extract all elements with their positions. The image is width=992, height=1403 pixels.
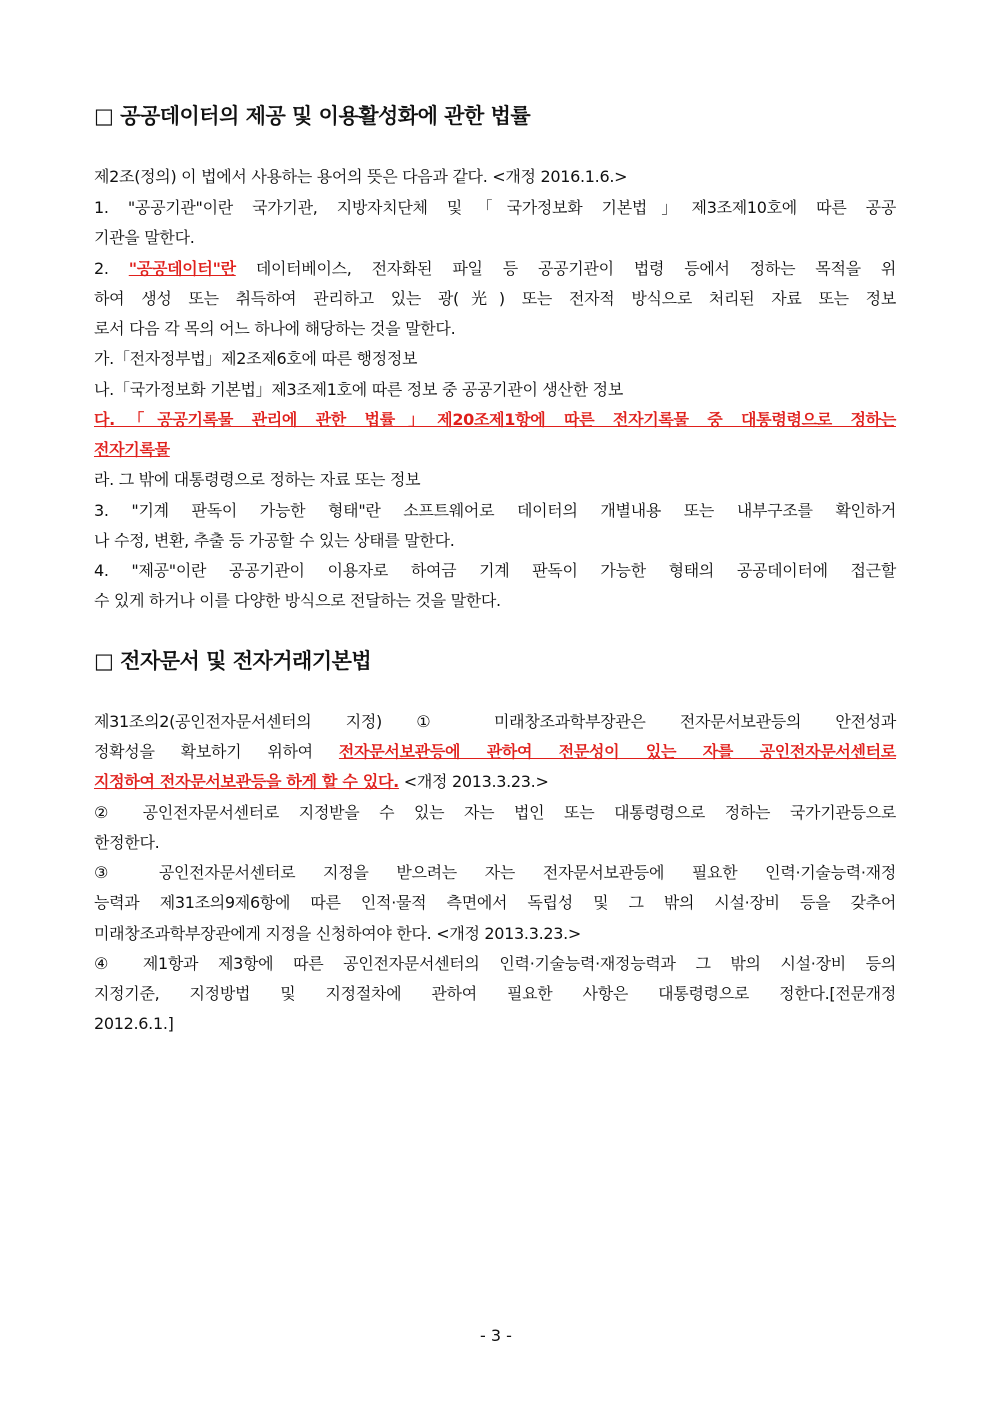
subitem-na: 나.「국가정보화 기본법」제3조제1호에 따른 정보 중 공공기관이 생산한 정보: [94, 380, 623, 399]
amendment-note: <개정 2013.3.23.>: [398, 772, 549, 791]
item-1-line-1: 1. "공공기관"이란 국가기관, 지방자치단체 및「국가정보화 기본법」제3조제10호에 따른 공공: [94, 198, 896, 217]
subitem-ra: 라. 그 밖에 대통령령으로 정하는 자료 또는 정보: [94, 470, 421, 489]
section-heading-electronic-documents-act: □ 전자문서 및 전자거래기본법: [94, 649, 372, 673]
designation-highlight-2: 지정하여 전자문서보관등을 하게 할 수 있다.: [94, 772, 399, 791]
article-2-title: 제2조(정의) 이 법에서 사용하는 용어의 뜻은 다음과 같다. <개정 2016.1.6.>: [94, 167, 628, 186]
article-31-2-line-2: [94, 741, 896, 763]
paragraph-4-line-2: 지정기준, 지정방법 및 지정절차에 관하여 필요한 사항은 대통령령으로 정한다.[전문개정: [94, 984, 896, 1003]
page-number: - 3 -: [480, 1326, 512, 1345]
item-3-line-1: 3. "기계 판독이 가능한 형태"란 소프트웨어로 데이터의 개별내용 또는 내부구조를 확인하거: [94, 501, 896, 520]
article-31-2-line-1: 제31조의2(공인전자문서센터의 지정) ① 미래창조과학부장관은 전자문서보관등의 안전성과: [94, 712, 896, 731]
designation-highlight-1: 전자문서보관등에 관하여 전문성이 있는 자를 공인전자문서센터로: [338, 742, 896, 761]
item-2-line-2: 하여 생성 또는 취득하여 관리하고 있는 광(光) 또는 전자적 방식으로 처리된 자료 또는 정보: [94, 289, 896, 308]
item-2-rest: 데이터베이스, 전자화된 파일 등 공공기관이 법령 등에서 정하는 목적을 위: [235, 259, 897, 278]
section-heading-public-data-act: □ 공공데이터의 제공 및 이용활성화에 관한 법률: [94, 104, 531, 128]
item-2-prefix: 2.: [94, 259, 129, 278]
paragraph-2-line-2: 한정한다.: [94, 833, 160, 852]
item-3-line-2: 나 수정, 변환, 추출 등 가공할 수 있는 상태를 말한다.: [94, 531, 455, 550]
paragraph-3-line-2: 능력과 제31조의9제6항에 따른 인적·물적 측면에서 독립성 및 그 밖의 시설·장비 등을 갖추어: [94, 893, 896, 912]
public-data-term: "공공데이터"란: [128, 259, 236, 278]
subitem-da-line-2: [94, 439, 896, 461]
item-2-line-1: [94, 258, 896, 280]
paragraph-2-line-1: ② 공인전자문서센터로 지정받을 수 있는 자는 법인 또는 대통령령으로 정하는 국가기관등으로: [94, 803, 896, 822]
item-4-line-1: 4. "제공"이란 공공기관이 이용자로 하여금 기계 판독이 가능한 형태의 공공데이터에 접근할: [94, 561, 896, 580]
subitem-da-text: 전자기록물: [94, 440, 170, 459]
article-31-2-line-3: [94, 771, 896, 793]
subitem-da-line-1: 다.「공공기록물 관리에 관한 법률」제20조제1항에 따른 전자기록물 중 대통령령으로 정하는: [94, 410, 896, 429]
item-4-line-2: 수 있게 하거나 이를 다양한 방식으로 전달하는 것을 말한다.: [94, 591, 501, 610]
paragraph-4-line-1: ④ 제1항과 제3항에 따른 공인전자문서센터의 인력·기술능력·재정능력과 그 밖의 시설·장비 등의: [94, 954, 896, 973]
paragraph-4-line-3: 2012.6.1.]: [94, 1014, 174, 1033]
item-1-line-2: 기관을 말한다.: [94, 228, 195, 247]
paragraph-3-line-1: ③ 공인전자문서센터로 지정을 받으려는 자는 전자문서보관등에 필요한 인력·기술능력·재정: [94, 863, 896, 882]
item-2-line-3: 로서 다음 각 목의 어느 하나에 해당하는 것을 말한다.: [94, 319, 456, 338]
paragraph-3-line-3: 미래창조과학부장관에게 지정을 신청하여야 한다. <개정 2013.3.23.>: [94, 924, 582, 943]
subitem-ga: 가.「전자정부법」제2조제6호에 따른 행정정보: [94, 349, 418, 368]
article-31-2-prefix: 정확성을 확보하기 위하여: [94, 742, 339, 761]
